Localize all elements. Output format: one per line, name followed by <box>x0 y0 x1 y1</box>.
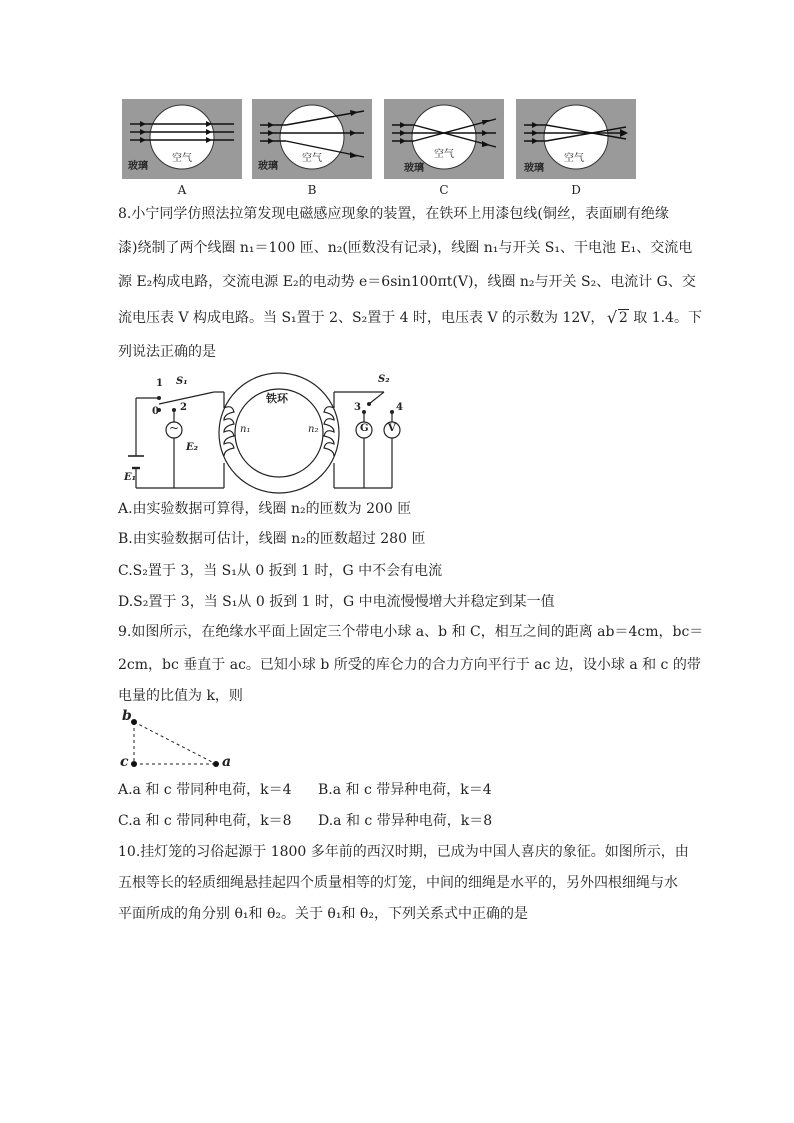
glass-label-b: 玻璃 <box>258 161 278 172</box>
q9-triangle-figure <box>118 708 248 772</box>
air-label-d: 空气 <box>564 153 584 164</box>
q8-option-b: B.由实验数据可估计，线圈 n₂的匝数超过 280 匝 <box>118 531 426 547</box>
optics-label-b: B <box>307 183 317 197</box>
terminal-1-label: 1 <box>156 378 163 389</box>
optics-panel-b <box>252 99 372 179</box>
source-e2-label: E₂ <box>186 442 199 453</box>
air-label-b: 空气 <box>302 153 322 164</box>
coil-n2-label: n₂ <box>308 424 319 435</box>
q8-circuit-figure <box>124 368 414 498</box>
optics-panel-c <box>384 99 504 179</box>
q10-stem-line-1: 10.挂灯笼的习俗起源于 1800 多年前的西汉时期，已成为中国人喜庆的象征。如图所示，由 <box>118 844 689 860</box>
q8-option-a: A.由实验数据可算得，线圈 n₂的匝数为 200 匝 <box>118 501 412 517</box>
q10-stem-line-3: 平面所成的角分别 θ₁和 θ₂。关于 θ₁和 θ₂，下列关系式中正确的是 <box>118 906 528 922</box>
switch-s1-label: S₁ <box>176 376 188 387</box>
q8-option-d: D.S₂置于 3，当 S₁从 0 扳到 1 时，G 中电流慢慢增大并稳定到某一值 <box>118 594 555 610</box>
q9-option-c: C.a 和 c 带同种电荷，k＝8 <box>118 813 292 829</box>
ac-symbol: ~ <box>169 421 180 435</box>
optics-panel-d <box>516 99 636 179</box>
voltmeter-label: V <box>388 423 396 434</box>
terminal-2-label: 2 <box>180 402 187 413</box>
terminal-4-label: 4 <box>396 402 403 413</box>
q8-option-c: C.S₂置于 3，当 S₁从 0 扳到 1 时，G 中不会有电流 <box>118 563 443 579</box>
q8-stem-line-2: 漆)绕制了两个线圈 n₁＝100 匝、n₂(匝数没有记录)，线圈 n₁与开关 S₁、干电池 E₁、交流电 <box>118 240 693 256</box>
sqrt-symbol <box>609 310 629 326</box>
point-a-label: a <box>222 754 232 770</box>
optics-panel-a <box>122 99 242 179</box>
q9-option-d: D.a 和 c 带异种电荷，k＝8 <box>318 813 493 829</box>
coil-n1-label: n₁ <box>240 424 251 435</box>
q8-stem-line-4b: 取 1.4。下 <box>633 310 702 326</box>
q8-stem-line-5: 列说法正确的是 <box>118 344 216 360</box>
q9-option-b: B.a 和 c 带异种电荷，k＝4 <box>318 782 492 798</box>
glass-label-a: 玻璃 <box>128 161 148 172</box>
q10-stem-line-2: 五根等长的轻质细绳悬挂起四个质量相等的灯笼，中间的细绳是水平的，另外四根细绳与水 <box>118 875 678 891</box>
terminal-3-label: 3 <box>354 402 361 413</box>
q9-stem-line-1: 9.如图所示，在绝缘水平面上固定三个带电小球 a、b 和 C，相互之间的距离 ab＝4cm，bc＝ <box>118 624 704 640</box>
glass-label-c: 玻璃 <box>404 163 424 174</box>
optics-label-a: A <box>177 183 187 197</box>
optics-label-d: D <box>571 183 581 197</box>
ring-label: 铁环 <box>266 392 288 405</box>
q8-stem-line-4 <box>118 307 702 327</box>
q9-stem-line-3: 电量的比值为 k，则 <box>118 688 243 704</box>
terminal-0-label: 0 <box>152 406 159 417</box>
switch-s2-label: S₂ <box>378 374 390 385</box>
q8-stem-line-1: 8.小宁同学仿照法拉第发现电磁感应现象的装置，在铁环上用漆包线(铜丝，表面刷有绝缘 <box>118 206 669 222</box>
air-label-c: 空气 <box>434 149 454 160</box>
glass-label-d: 玻璃 <box>524 163 544 174</box>
point-b-label: b <box>122 708 132 724</box>
point-c-label: c <box>120 754 129 770</box>
galvanometer-label: G <box>360 423 369 434</box>
q8-stem-line-3: 源 E₂构成电路，交流电源 E₂的电动势 e＝6sin100πt(V)，线圈 n₂与开关 S₂、电流计 G、交 <box>118 274 696 290</box>
q9-option-a: A.a 和 c 带同种电荷，k＝4 <box>118 782 292 798</box>
q9-stem-line-2: 2cm，bc 垂直于 ac。已知小球 b 所受的库仑力的合力方向平行于 ac 边，设小球 a 和 c 的带 <box>118 657 701 673</box>
battery-e1-label: E₁ <box>124 472 137 483</box>
sqrt-radicand: 2 <box>618 310 628 326</box>
optics-label-c: C <box>439 183 449 197</box>
optics-figure-row <box>122 99 642 199</box>
air-label-a: 空气 <box>172 153 192 164</box>
q8-stem-line-4a: 流电压表 V 构成电路。当 S₁置于 2、S₂置于 4 时，电压表 V 的示数为 12V， <box>118 310 605 326</box>
